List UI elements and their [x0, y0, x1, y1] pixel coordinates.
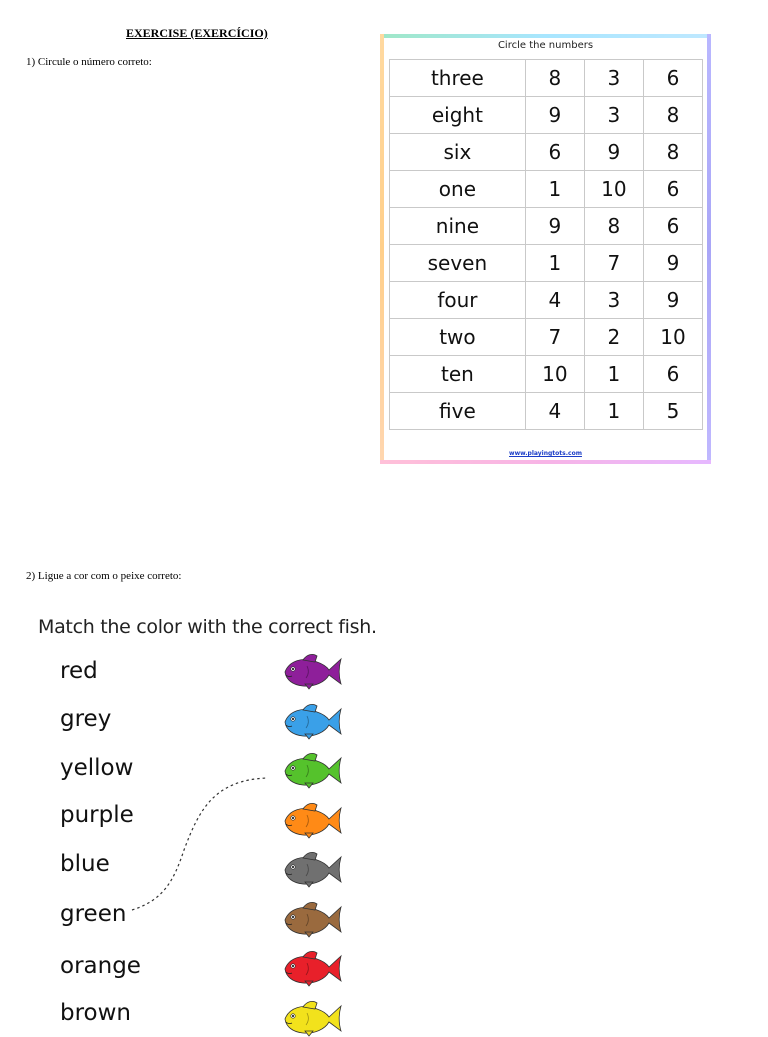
number-cell[interactable]: 9: [525, 97, 584, 134]
word-cell: nine: [390, 208, 526, 245]
color-word-blue[interactable]: blue: [60, 851, 110, 877]
word-cell: one: [390, 171, 526, 208]
number-cell[interactable]: 8: [525, 60, 584, 97]
number-cell[interactable]: 9: [643, 245, 702, 282]
number-cell[interactable]: 9: [584, 134, 643, 171]
number-cell[interactable]: 6: [643, 60, 702, 97]
border-top: [380, 34, 711, 38]
fish-icon[interactable]: [279, 751, 343, 789]
word-cell: three: [390, 60, 526, 97]
table-row: [390, 356, 703, 393]
number-cell[interactable]: 7: [525, 319, 584, 356]
table-row: [390, 282, 703, 319]
fish-icon[interactable]: [279, 900, 343, 938]
fish-icon[interactable]: [279, 702, 343, 740]
number-cell[interactable]: 6: [643, 208, 702, 245]
number-cell[interactable]: 6: [525, 134, 584, 171]
question-1-text: 1) Circule o número correto:: [26, 56, 152, 68]
table-row: [390, 319, 703, 356]
border-left: [380, 34, 384, 464]
word-cell: seven: [390, 245, 526, 282]
match-color-fish-worksheet: [24, 610, 384, 1024]
table-row: [390, 171, 703, 208]
color-word-green[interactable]: green: [60, 901, 127, 927]
fish-icon[interactable]: [279, 949, 343, 987]
word-cell: five: [390, 393, 526, 430]
word-cell: four: [390, 282, 526, 319]
word-cell: six: [390, 134, 526, 171]
number-cell[interactable]: 9: [643, 282, 702, 319]
document-title: EXERCISE (EXERCÍCIO): [126, 26, 268, 40]
number-cell[interactable]: 6: [643, 171, 702, 208]
circle-numbers-worksheet: [380, 34, 711, 464]
number-cell[interactable]: 3: [584, 60, 643, 97]
color-word-yellow[interactable]: yellow: [60, 755, 134, 781]
table-row: [390, 393, 703, 430]
fish-icon[interactable]: [279, 850, 343, 888]
word-cell: eight: [390, 97, 526, 134]
number-cell[interactable]: 8: [643, 97, 702, 134]
border-right: [707, 34, 711, 464]
worksheet-title: Match the color with the correct fish.: [38, 616, 377, 638]
number-cell[interactable]: 5: [643, 393, 702, 430]
question-2-text: 2) Ligue a cor com o peixe correto:: [26, 570, 182, 582]
number-cell[interactable]: 7: [584, 245, 643, 282]
number-cell[interactable]: 1: [584, 393, 643, 430]
number-cell[interactable]: 8: [643, 134, 702, 171]
color-word-orange[interactable]: orange: [60, 953, 141, 979]
border-bottom: [380, 460, 711, 464]
number-cell[interactable]: 2: [584, 319, 643, 356]
numbers-table: [389, 59, 703, 430]
color-word-brown[interactable]: brown: [60, 1000, 132, 1026]
source-url: www.playingtots.com: [509, 450, 582, 457]
number-cell[interactable]: 4: [525, 393, 584, 430]
number-cell[interactable]: 10: [584, 171, 643, 208]
table-row: [390, 208, 703, 245]
number-cell[interactable]: 1: [525, 245, 584, 282]
fish-icon[interactable]: [279, 652, 343, 690]
number-cell[interactable]: 10: [643, 319, 702, 356]
number-cell[interactable]: 8: [584, 208, 643, 245]
word-cell: two: [390, 319, 526, 356]
color-word-red[interactable]: red: [60, 658, 98, 684]
word-cell: ten: [390, 356, 526, 393]
number-cell[interactable]: 9: [525, 208, 584, 245]
table-row: [390, 245, 703, 282]
fish-icon[interactable]: [279, 999, 343, 1037]
worksheet-title: Circle the numbers: [497, 40, 594, 51]
number-cell[interactable]: 10: [525, 356, 584, 393]
table-row: [390, 60, 703, 97]
table-row: [390, 97, 703, 134]
color-word-purple[interactable]: purple: [60, 802, 134, 828]
color-word-grey[interactable]: grey: [60, 706, 112, 732]
number-cell[interactable]: 3: [584, 282, 643, 319]
table-row: [390, 134, 703, 171]
number-cell[interactable]: 6: [643, 356, 702, 393]
number-cell[interactable]: 1: [584, 356, 643, 393]
number-cell[interactable]: 3: [584, 97, 643, 134]
number-cell[interactable]: 4: [525, 282, 584, 319]
number-cell[interactable]: 1: [525, 171, 584, 208]
fish-icon[interactable]: [279, 801, 343, 839]
